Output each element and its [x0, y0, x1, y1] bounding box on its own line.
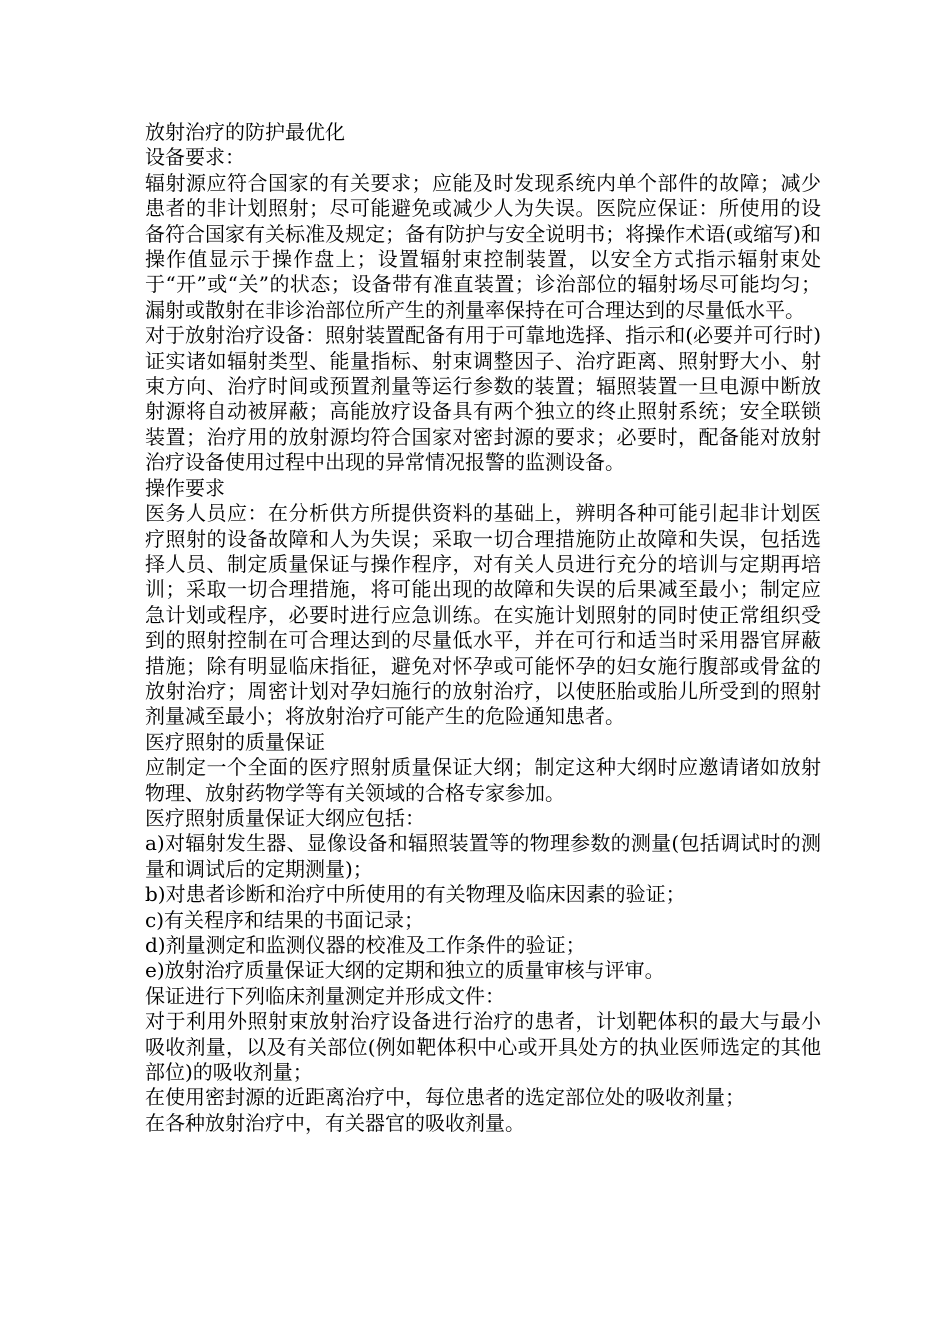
operation-heading: 操作要求: [145, 475, 225, 500]
operation-paragraph-1: 医务人员应：在分析供方所提供资料的基础上，辨明各种可能引起非计划医疗照射的设备故障和人为失误；采取一切合理措施防止故障和失误，包括选择人员、制定质量保证与操作程序，对有关人员进行充分的培训与定期再培训；采取一切合理措施，将可能出现的故障和失误的后果减至最小；制定应急计划或程序，必要时进行应急训练。在实施计划照射的同时使正常组织受到的照射控制在可合理达到的尽量低水平，并在可行和适当时采用器官屏蔽措施；除有明显临床指征，避免对怀孕或可能怀孕的妇女施行腹部或骨盆的放射治疗；周密计划对孕妇施行的放射治疗，以使胚胎或胎儿所受到的照射剂量减至最小；将放射治疗可能产生的危险通知患者。: [145, 501, 821, 729]
qa-paragraph-1: 应制定一个全面的医疗照射质量保证大纲；制定这种大纲时应邀请诸如放射物理、放射药物学等有关领域的合格专家参加。: [145, 755, 821, 805]
qa-heading: 医疗照射的质量保证: [145, 729, 325, 754]
qa-list-item-c: c)有关程序和结果的书面记录；: [145, 907, 425, 932]
document-title: 放射治疗的防护最优化: [145, 120, 345, 144]
equipment-heading: 设备要求：: [145, 145, 245, 170]
equipment-paragraph-2: 对于放射治疗设备：照射装置配备有用于可靠地选择、指示和(必要并可行时)证实诸如辐射类型、能量指标、射束调整因子、治疗距离、照射野大小、射束方向、治疗时间或预置剂量等运行参数的装置；辐照装置一旦电源中断放射源将自动被屏蔽；高能放疗设备具有两个独立的终止照射系统；安全联锁装置；治疗用的放射源均符合国家对密封源的要求；必要时，配备能对放射治疗设备使用过程中出现的异常情况报警的监测设备。: [145, 323, 821, 475]
qa-list-item-d: d)剂量测定和监测仪器的校准及工作条件的验证；: [145, 933, 586, 957]
dose-paragraph-2: 在使用密封源的近距离治疗中，每位患者的选定部位处的吸收剂量；: [145, 1085, 745, 1110]
dose-heading: 保证进行下列临床剂量测定并形成文件：: [145, 983, 505, 1008]
qa-list-intro: 医疗照射质量保证大纲应包括：: [145, 805, 425, 830]
dose-paragraph-3: 在各种放射治疗中，有关器官的吸收剂量。: [145, 1110, 525, 1135]
qa-list-item-a: a)对辐射发生器、显像设备和辐照装置等的物理参数的测量(包括调试时的测量和调试后的定期测量)；: [145, 831, 821, 881]
document-body: [145, 120, 821, 1136]
equipment-paragraph-1: 辐射源应符合国家的有关要求；应能及时发现系统内单个部件的故障；减少患者的非计划照射；尽可能避免或减少人为失误。医院应保证：所使用的设备符合国家有关标准及规定；备有防护与安全说明书；将操作术语(或缩写)和操作值显示于操作盘上；设置辐射束控制装置，以安全方式指示辐射束处于“开”或“关”的状态；设备带有准直装置；诊治部位的辐射场尽可能均匀；漏射或散射在非诊治部位所产生的剂量率保持在可合理达到的尽量低水平。: [145, 170, 821, 322]
qa-list-item-b: b)对患者诊断和治疗中所使用的有关物理及临床因素的验证；: [145, 882, 686, 907]
qa-list-item-e: e)放射治疗质量保证大纲的定期和独立的质量审核与评审。: [145, 958, 665, 983]
dose-paragraph-1: 对于利用外照射束放射治疗设备进行治疗的患者，计划靶体积的最大与最小吸收剂量，以及有关部位(例如靶体积中心或开具处方的执业医师选定的其他部位)的吸收剂量；: [145, 1009, 821, 1085]
